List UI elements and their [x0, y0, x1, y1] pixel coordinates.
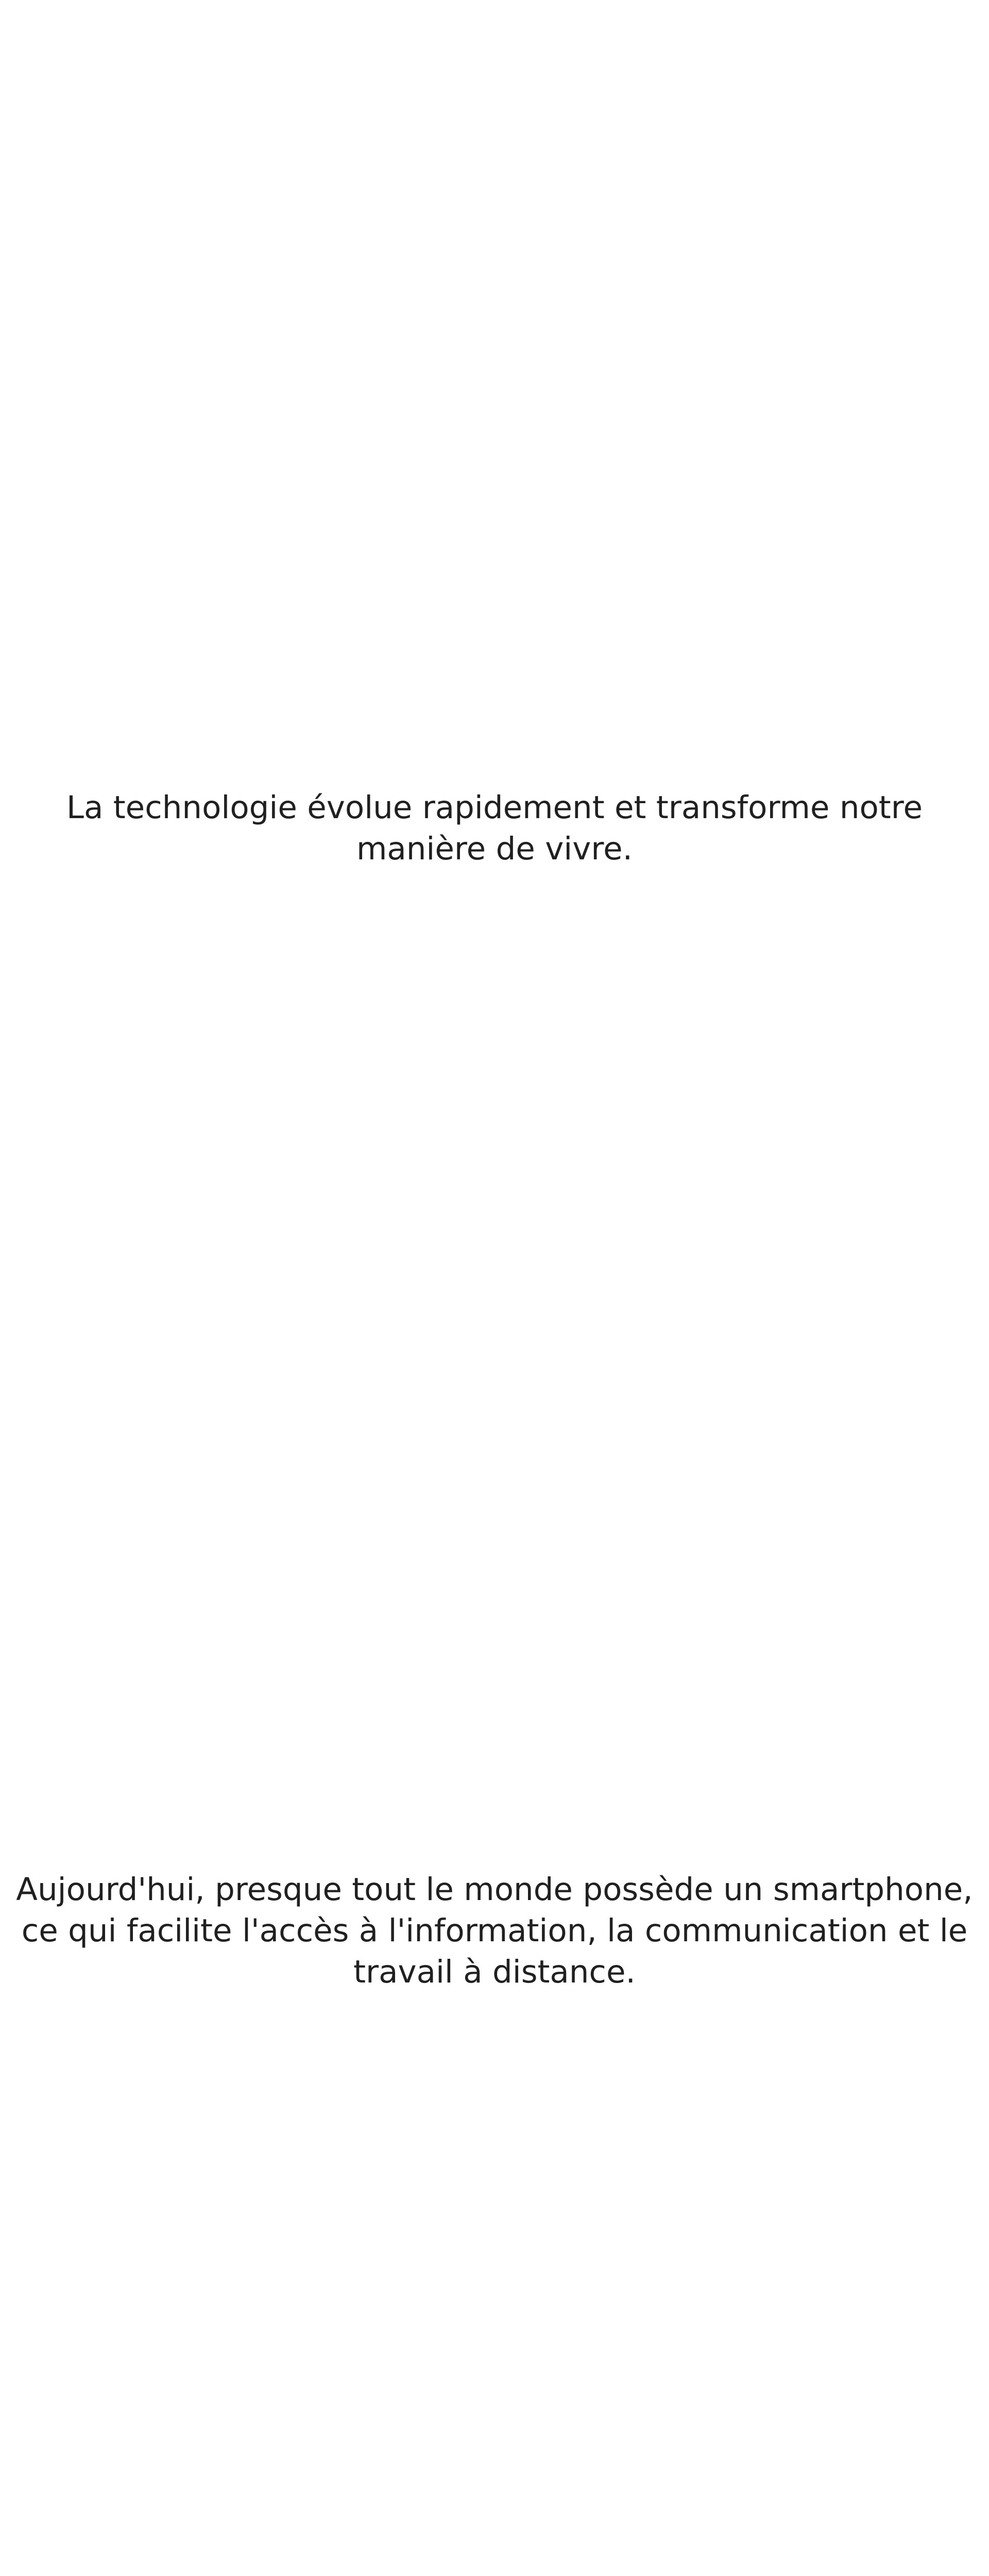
- smartphone-line-2: ce qui facilite l'accès à l'information, la communication et le: [21, 1912, 968, 1949]
- document-panel-2: [0, 1113, 989, 2226]
- document-panel-1: [0, 0, 989, 1113]
- smartphone-line-1: Aujourd'hui, presque tout le monde possède un smartphone,: [16, 1871, 973, 1908]
- technology-line-2: manière de vivre.: [356, 831, 633, 867]
- smartphone-line-3: travail à distance.: [353, 1954, 636, 1990]
- smartphone-paragraph: [0, 1869, 989, 1993]
- document-panel-3: [0, 2226, 989, 2576]
- technology-paragraph: [0, 787, 989, 870]
- technology-line-1: La technologie évolue rapidement et transforme notre: [66, 789, 923, 826]
